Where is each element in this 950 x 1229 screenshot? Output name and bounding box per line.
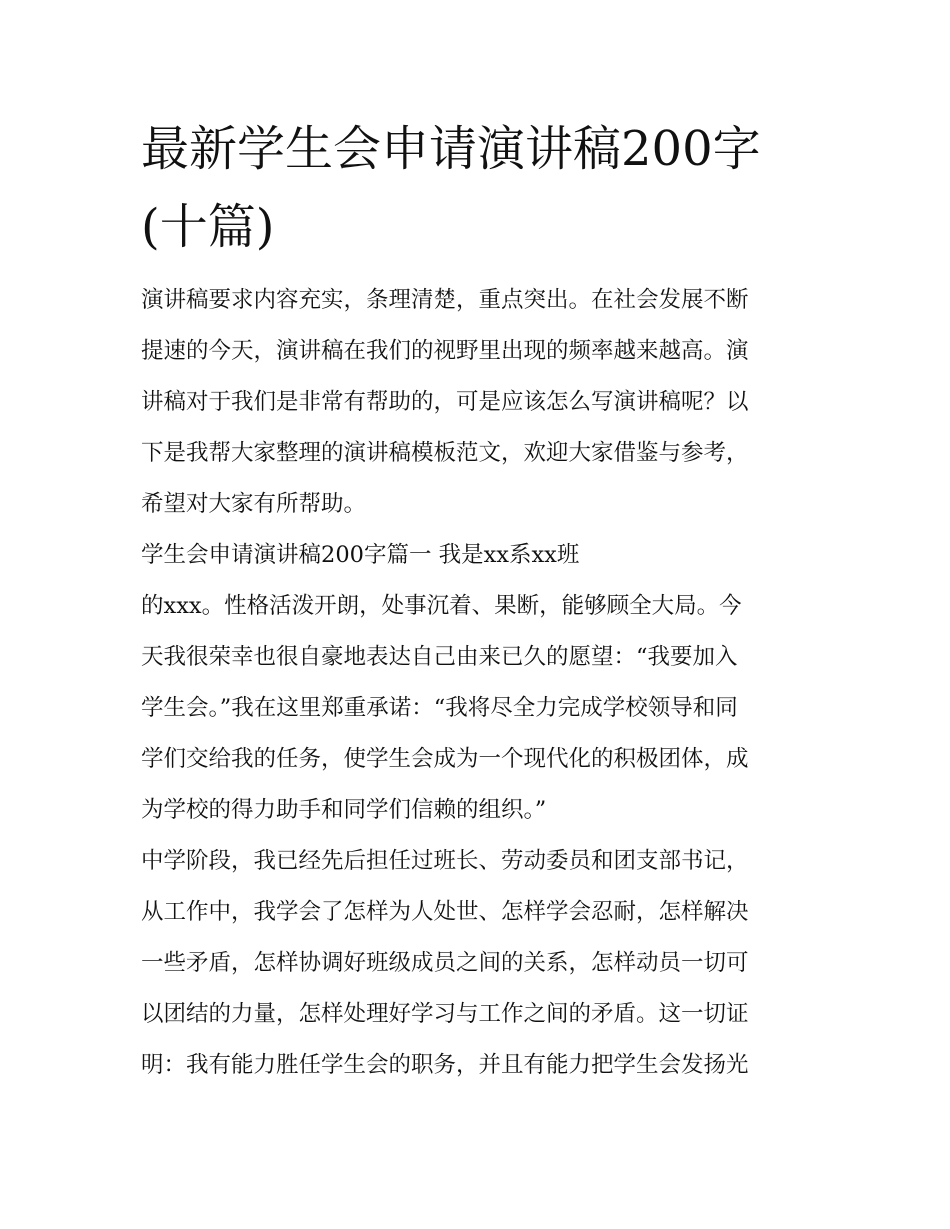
text-line: 的xxx。性格活泼开朗，处事沉着、果断，能够顾全大局。今 xyxy=(141,593,742,619)
text-line: 下是我帮大家整理的演讲稿模板范文，欢迎大家借鉴与参考， xyxy=(141,440,749,466)
text-line: 学生会。”我在这里郑重承诺：“我将尽全力完成学校领导和同 xyxy=(141,695,738,721)
speech-paragraph-1 xyxy=(141,581,813,836)
text-line: 以团结的力量，怎样处理好学习与工作之间的矛盾。这一切证 xyxy=(141,1001,749,1027)
text-line: 一些矛盾，怎样协调好班级成员之间的关系，怎样动员一切可 xyxy=(141,950,749,976)
text-line: 中学阶段，我已经先后担任过班长、劳动委员和团支部书记， xyxy=(141,848,749,874)
text-line: 演讲稿要求内容充实，条理清楚，重点突出。在社会发展不断 xyxy=(141,287,749,313)
text-line: 希望对大家有所帮助。 xyxy=(141,491,367,517)
section-heading-paragraph xyxy=(141,530,813,581)
text-line: 提速的今天，演讲稿在我们的视野里出现的频率越来越高。演 xyxy=(141,338,749,364)
title-line-2: (十篇) xyxy=(141,199,275,255)
document-title xyxy=(141,110,813,266)
text-line: 明：我有能力胜任学生会的职务，并且有能力把学生会发扬光 xyxy=(141,1052,749,1078)
speech-paragraph-2 xyxy=(141,836,813,1091)
text-line: 为学校的得力助手和同学们信赖的组织。” xyxy=(141,797,547,823)
text-line: 从工作中，我学会了怎样为人处世、怎样学会忍耐，怎样解决 xyxy=(141,899,749,925)
text-line: 讲稿对于我们是非常有帮助的，可是应该怎么写演讲稿呢？以 xyxy=(141,389,749,415)
text-line: 学生会申请演讲稿200字篇一 我是xx系xx班 xyxy=(141,542,580,568)
title-line-1: 最新学生会申请演讲稿200字 xyxy=(141,121,761,177)
text-line: 天我很荣幸也很自豪地表达自己由来已久的愿望：“我要加入 xyxy=(141,644,738,670)
document-body xyxy=(141,275,813,1091)
text-line: 学们交给我的任务，使学生会成为一个现代化的积极团体，成 xyxy=(141,746,749,772)
document-page xyxy=(141,110,813,1091)
intro-paragraph xyxy=(141,275,813,530)
